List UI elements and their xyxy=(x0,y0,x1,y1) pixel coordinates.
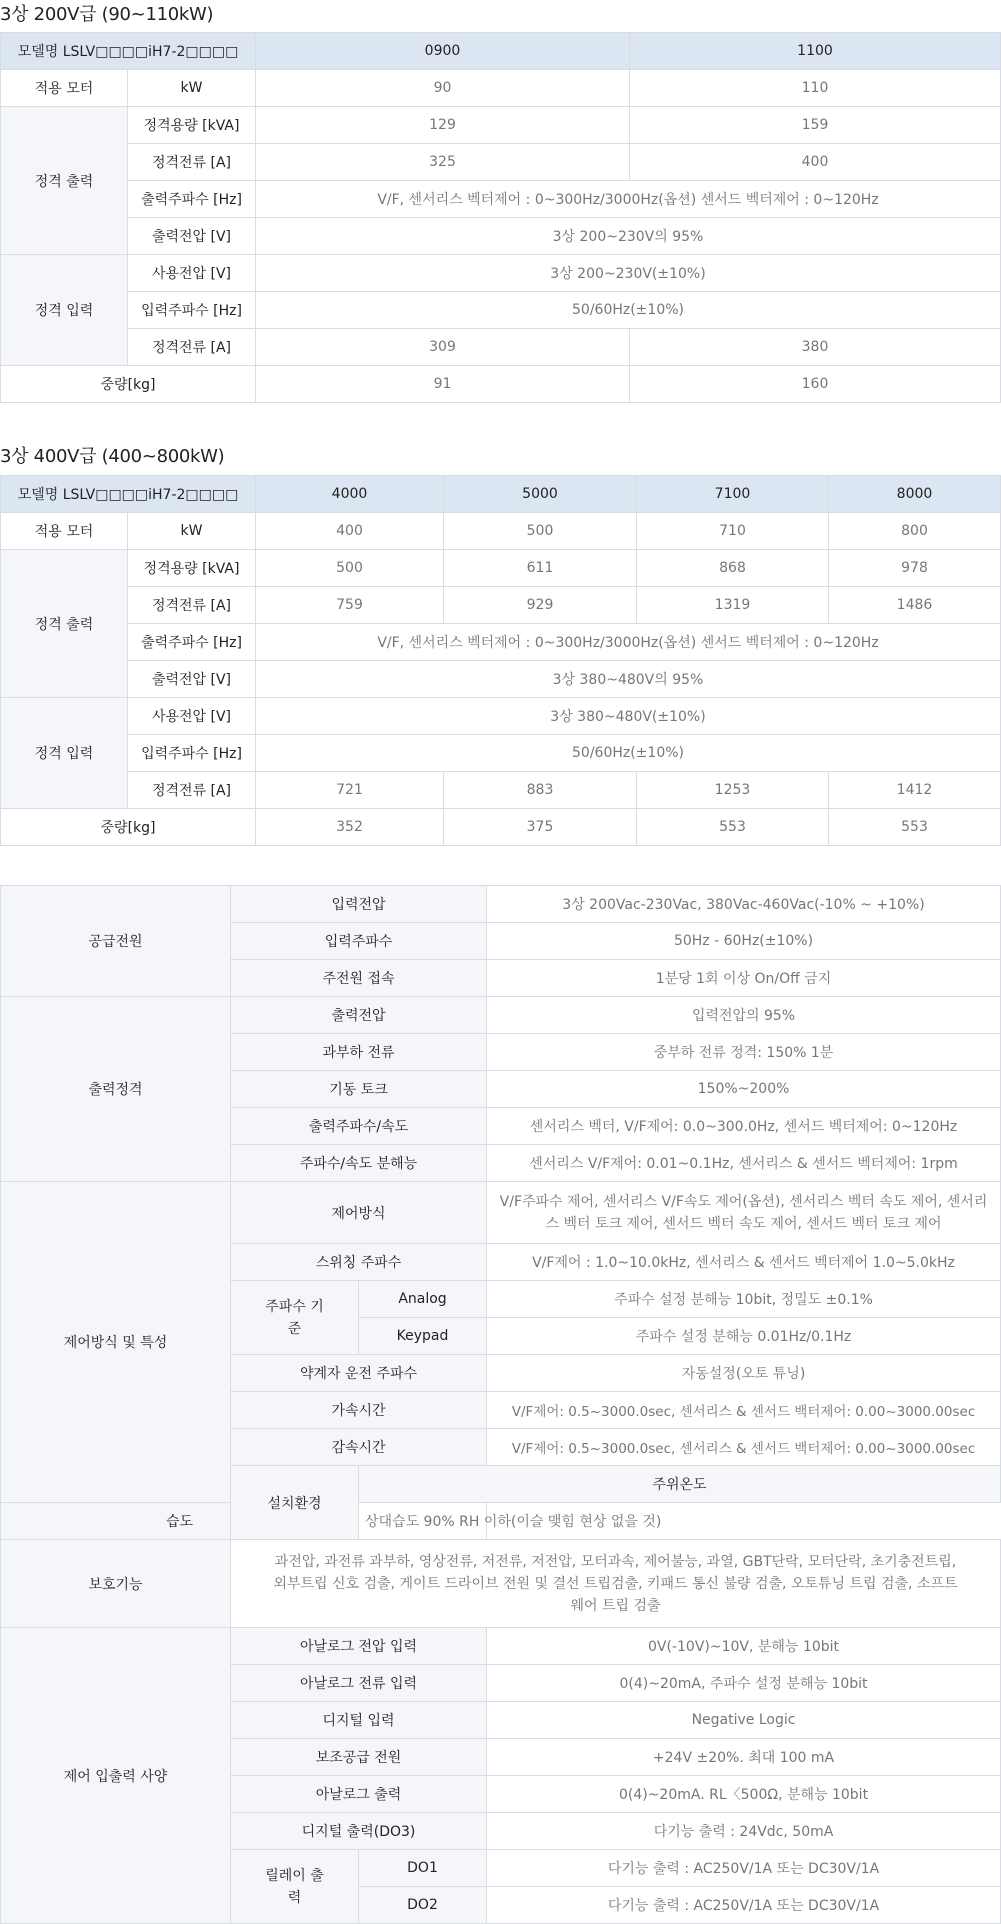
rated-input-label: 정격 입력 xyxy=(1,698,128,809)
io-label: 제어 입출력 사양 xyxy=(1,1628,231,1924)
cell: +24V ±20%. 최대 100 mA xyxy=(487,1739,1001,1776)
table-row xyxy=(1,886,1001,923)
out-volt-label: 출력전압 xyxy=(231,997,487,1034)
table-row xyxy=(1,698,1001,735)
cell: 자동설정(오토 튜닝) xyxy=(487,1355,1001,1392)
cell: 1분당 1회 이상 On/Off 금지 xyxy=(487,960,1001,997)
spec-table-common xyxy=(0,885,1001,1924)
cell: V/F제어 : 1.0~10.0kHz, 센서리스 & 센서드 벡터제어 1.0~5.0kHz xyxy=(487,1244,1001,1281)
kw-label: kW xyxy=(128,513,256,550)
out-freq-label: 출력주파수 [Hz] xyxy=(128,624,256,661)
section-title-200v: 3상 200V급 (90~110kW) xyxy=(0,4,214,25)
in-freq-label: 입력주파수 [Hz] xyxy=(128,292,256,329)
resolution-label: 주파수/속도 분해능 xyxy=(231,1145,487,1182)
cell: 553 xyxy=(829,809,1001,846)
rated-output-label: 정격 출력 xyxy=(1,107,128,255)
cell: 375 xyxy=(444,809,637,846)
cell: 다기능 출력 : 24Vdc, 50mA xyxy=(487,1813,1001,1850)
table-row xyxy=(1,144,1001,181)
cell: 입력전압의 95% xyxy=(487,997,1001,1034)
cell: 센서리스 벡터, V/F제어: 0.0~300.0Hz, 센서드 벡터제어: 0~120Hz xyxy=(487,1108,1001,1145)
env-label: 설치환경 xyxy=(231,1466,359,1540)
cell: 611 xyxy=(444,550,637,587)
model-0900: 0900 xyxy=(256,33,630,70)
cell: 과전압, 과전류 과부하, 영상전류, 저전류, 저전압, 모터과속, 제어불능, 과열, GBT단락, 모터단락, 초기충전트립, 외부트립 신호 검출, 게이트 드라이브 전원 및 결선 트립검출, 키패드 통신 불량 검출, 오토튜닝 트립 검출, 소프트웨어 트립 검출 xyxy=(231,1540,1001,1628)
out-freq-label: 출력주파수/속도 xyxy=(231,1108,487,1145)
cell: 500 xyxy=(444,513,637,550)
rated-output-label: 정격 출력 xyxy=(1,550,128,698)
in-volt-label: 입력전압 xyxy=(231,886,487,923)
cell: 다기능 출력 : AC250V/1A 또는 DC30V/1A xyxy=(487,1850,1001,1887)
table-row xyxy=(1,218,1001,255)
in-freq-label: 입력주파수 xyxy=(231,923,487,960)
accel-label: 가속시간 xyxy=(231,1392,487,1429)
cell: V/F, 센서리스 벡터제어 : 0~300Hz/3000Hz(옵션) 센서드 벡터제어 : 0~120Hz xyxy=(256,181,1001,218)
cell: 50/60Hz(±10%) xyxy=(256,292,1001,329)
analog-label: Analog xyxy=(359,1281,487,1318)
section-title-400v: 3상 400V급 (400~800kW) xyxy=(0,446,225,467)
protect-label: 보호기능 xyxy=(1,1540,231,1628)
use-volt-label: 사용전압 [V] xyxy=(128,698,256,735)
table-row xyxy=(1,587,1001,624)
cell: 1319 xyxy=(637,587,829,624)
ambient-label: 주위온도 xyxy=(359,1466,1001,1503)
table-row xyxy=(1,476,1001,513)
cell: 3상 200Vac-230Vac, 380Vac-460Vac(-10% ~ +10%) xyxy=(487,886,1001,923)
cell: 다기능 출력 : AC250V/1A 또는 DC30V/1A xyxy=(487,1887,1001,1924)
supply-label: 공급전원 xyxy=(1,886,231,997)
cell: Negative Logic xyxy=(487,1702,1001,1739)
cell: V/F제어: 0.5~3000.0sec, 센서리스 & 센서드 백터제어: 0.00~3000.00sec xyxy=(487,1392,1001,1429)
out-freq-label: 출력주파수 [Hz] xyxy=(128,181,256,218)
cell: 159 xyxy=(630,107,1001,144)
table-row xyxy=(1,809,1001,846)
cell: 3상 380~480V(±10%) xyxy=(256,698,1001,735)
cell: 3상 200~230V(±10%) xyxy=(256,255,1001,292)
table-row xyxy=(1,329,1001,366)
table-row xyxy=(1,1628,1001,1665)
table-row xyxy=(1,70,1001,107)
weak-field-label: 약계자 운전 주파수 xyxy=(231,1355,487,1392)
do1-label: DO1 xyxy=(359,1850,487,1887)
cell: 309 xyxy=(256,329,630,366)
ai-volt-label: 아날로그 전압 입력 xyxy=(231,1628,487,1665)
cell: V/F주파수 제어, 센서리스 V/F속도 제어(옵션), 센서리스 벡터 속도 제어, 센서리스 벡터 토크 제어, 센서드 벡터 속도 제어, 센서드 벡터 토크 제어 xyxy=(487,1182,1001,1244)
cell: 50/60Hz(±10%) xyxy=(256,735,1001,772)
table-row xyxy=(1,735,1001,772)
cell: 0(4)~20mA, 주파수 설정 분해능 10bit xyxy=(487,1665,1001,1702)
cell: 3상 380~480V의 95% xyxy=(256,661,1001,698)
cell: 553 xyxy=(637,809,829,846)
humidity-label: 습도 xyxy=(1,1503,359,1540)
cell: 759 xyxy=(256,587,444,624)
weight-label: 중량[kg] xyxy=(1,809,256,846)
cell: 센서리스 V/F제어: 0.01~0.1Hz, 센서리스 & 센서드 벡터제어: 1rpm xyxy=(487,1145,1001,1182)
cell: 978 xyxy=(829,550,1001,587)
table-row xyxy=(1,255,1001,292)
cell: 160 xyxy=(630,366,1001,403)
cell: 주파수 설정 분해능 10bit, 정밀도 ±0.1% xyxy=(487,1281,1001,1318)
cell: 400 xyxy=(630,144,1001,181)
cell: 800 xyxy=(829,513,1001,550)
model-5000: 5000 xyxy=(444,476,637,513)
kw-label: kW xyxy=(128,70,256,107)
cell: 868 xyxy=(637,550,829,587)
keypad-label: Keypad xyxy=(359,1318,487,1355)
cell: 325 xyxy=(256,144,630,181)
di-label: 디지털 입력 xyxy=(231,1702,487,1739)
cell: 883 xyxy=(444,772,637,809)
cell: 3상 200~230V의 95% xyxy=(256,218,1001,255)
cell: 중부하 전류 정격: 150% 1분 xyxy=(487,1034,1001,1071)
cell: 1486 xyxy=(829,587,1001,624)
cell: 110 xyxy=(630,70,1001,107)
switching-label: 스위칭 주파수 xyxy=(231,1244,487,1281)
cell: 721 xyxy=(256,772,444,809)
current-label: 정격전류 [A] xyxy=(128,587,256,624)
cell: 0V(-10V)~10V, 분해능 10bit xyxy=(487,1628,1001,1665)
cell: 352 xyxy=(256,809,444,846)
table-row xyxy=(1,107,1001,144)
model-8000: 8000 xyxy=(829,476,1001,513)
cell: 710 xyxy=(637,513,829,550)
model-1100: 1100 xyxy=(630,33,1001,70)
rated-input-label: 정격 입력 xyxy=(1,255,128,366)
cell: 1253 xyxy=(637,772,829,809)
current-label: 정격전류 [A] xyxy=(128,144,256,181)
out-volt-label: 출력전압 [V] xyxy=(128,661,256,698)
relay-label: 릴레이 출력 xyxy=(231,1850,359,1924)
spec-table-400v xyxy=(0,475,1001,846)
do2-label: DO2 xyxy=(359,1887,487,1924)
in-current-label: 정격전류 [A] xyxy=(128,329,256,366)
cell: 150%~200% xyxy=(487,1071,1001,1108)
cell: 380 xyxy=(630,329,1001,366)
table-row xyxy=(1,513,1001,550)
ao-label: 아날로그 출력 xyxy=(231,1776,487,1813)
cell: 1412 xyxy=(829,772,1001,809)
weight-label: 중량[kg] xyxy=(1,366,256,403)
table-row xyxy=(1,624,1001,661)
do3-label: 디지털 출력(DO3) xyxy=(231,1813,487,1850)
torque-label: 기동 토크 xyxy=(231,1071,487,1108)
freq-ref-label: 주파수 기준 xyxy=(231,1281,359,1355)
table-row xyxy=(1,181,1001,218)
table-row xyxy=(1,33,1001,70)
use-volt-label: 사용전압 [V] xyxy=(128,255,256,292)
cell: 129 xyxy=(256,107,630,144)
decel-label: 감속시간 xyxy=(231,1429,487,1466)
table-row xyxy=(1,1182,1001,1244)
cell: 929 xyxy=(444,587,637,624)
control-label: 제어방식 및 특성 xyxy=(1,1182,231,1503)
table-row xyxy=(1,661,1001,698)
cell: 91 xyxy=(256,366,630,403)
table-row xyxy=(1,1540,1001,1628)
overload-label: 과부하 전류 xyxy=(231,1034,487,1071)
main-conn-label: 주전원 접속 xyxy=(231,960,487,997)
in-current-label: 정격전류 [A] xyxy=(128,772,256,809)
aux-label: 보조공급 전원 xyxy=(231,1739,487,1776)
capacity-label: 정격용량 [kVA] xyxy=(128,550,256,587)
out-volt-label: 출력전압 [V] xyxy=(128,218,256,255)
cell: 400 xyxy=(256,513,444,550)
cell: V/F제어: 0.5~3000.0sec, 센서리스 & 센서드 백터제어: 0.00~3000.00sec xyxy=(487,1429,1001,1466)
model-label: 모델명 LSLV□□□□iH7-2□□□□ xyxy=(1,33,256,70)
capacity-label: 정격용량 [kVA] xyxy=(128,107,256,144)
table-row xyxy=(1,997,1001,1034)
motor-label: 적용 모터 xyxy=(1,70,128,107)
table-row xyxy=(1,1503,1001,1540)
cell: 0(4)~20mA. RL〈500Ω, 분해능 10bit xyxy=(487,1776,1001,1813)
table-row xyxy=(1,292,1001,329)
model-label: 모델명 LSLV□□□□iH7-2□□□□ xyxy=(1,476,256,513)
ai-cur-label: 아날로그 전류 입력 xyxy=(231,1665,487,1702)
cell: 90 xyxy=(256,70,630,107)
cell: 50Hz - 60Hz(±10%) xyxy=(487,923,1001,960)
cell: 주파수 설정 분해능 0.01Hz/0.1Hz xyxy=(487,1318,1001,1355)
motor-label: 적용 모터 xyxy=(1,513,128,550)
method-label: 제어방식 xyxy=(231,1182,487,1244)
cell: 상대습도 90% RH 이하(이슬 맺힘 현상 없을 것) xyxy=(359,1503,487,1540)
model-7100: 7100 xyxy=(637,476,829,513)
table-row xyxy=(1,772,1001,809)
table-row xyxy=(1,366,1001,403)
spec-table-200v xyxy=(0,32,1001,403)
cell: V/F, 센서리스 벡터제어 : 0~300Hz/3000Hz(옵션) 센서드 벡터제어 : 0~120Hz xyxy=(256,624,1001,661)
in-freq-label: 입력주파수 [Hz] xyxy=(128,735,256,772)
cell: 500 xyxy=(256,550,444,587)
table-row xyxy=(1,550,1001,587)
output-label: 출력정격 xyxy=(1,997,231,1182)
model-4000: 4000 xyxy=(256,476,444,513)
